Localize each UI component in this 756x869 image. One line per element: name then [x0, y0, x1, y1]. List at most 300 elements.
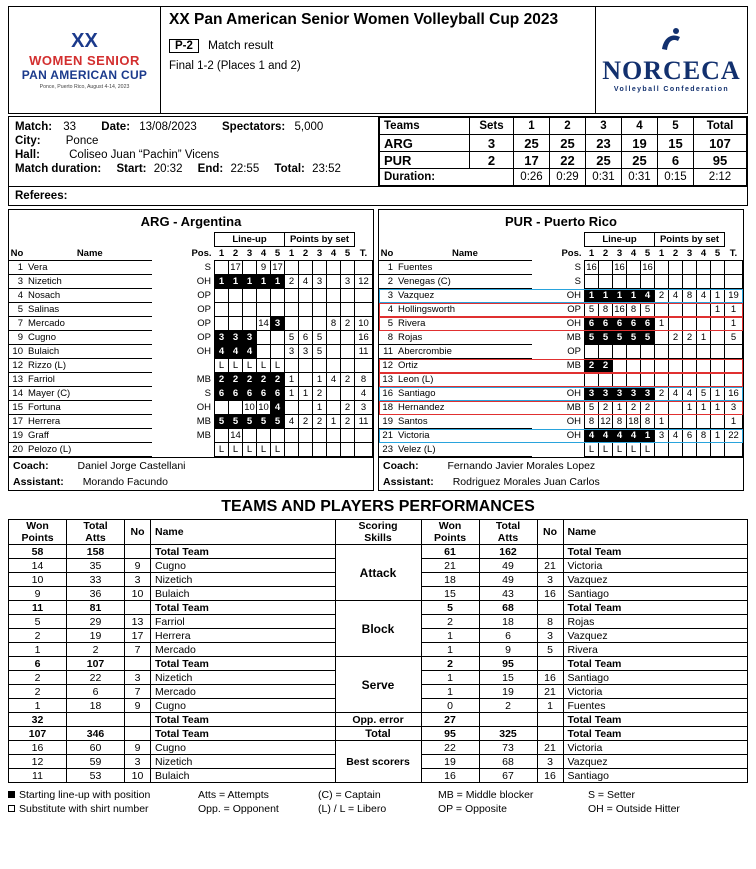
lineup-cell: L	[585, 443, 599, 457]
col-set5: 5	[658, 118, 694, 135]
team-code: ARG	[380, 135, 470, 152]
player-position: S	[574, 276, 581, 287]
lineup-set-header: 2	[232, 248, 239, 259]
player-name: Nizetich	[151, 573, 336, 587]
legend-op: OP = Opposite	[438, 803, 507, 816]
points-cell	[285, 401, 299, 415]
lineup-cell: 3	[243, 331, 257, 345]
player-total-points: 3	[355, 401, 373, 415]
points-cell: 1	[655, 415, 669, 429]
col-name: Name	[563, 520, 748, 545]
lineup-cell: 6	[215, 387, 229, 401]
player-name: Fortuna	[25, 401, 152, 415]
logo-line1: WOMEN SENIOR	[29, 53, 140, 68]
lineup-cell: 6	[613, 317, 627, 331]
points-cell	[669, 345, 683, 359]
points-cell: 2	[341, 317, 355, 331]
logo-subtitle: Ponce, Puerto Rico, August 4-14, 2023	[39, 84, 130, 90]
points-cell: 1	[327, 415, 341, 429]
won-points: 0	[421, 699, 479, 713]
team-sheet-arg	[8, 209, 374, 491]
lineup-cell: 1	[215, 275, 229, 289]
total-value: 23:52	[312, 163, 341, 175]
player-name: Vera	[25, 261, 152, 275]
roster-header-row	[9, 247, 373, 261]
points-cell	[341, 331, 355, 345]
points-cell: 4	[285, 415, 299, 429]
player-number: 18	[379, 401, 395, 415]
set4-duration: 0:31	[622, 169, 658, 186]
player-number: 7	[9, 317, 25, 331]
player-row	[9, 303, 373, 317]
player-position: MB	[196, 416, 211, 427]
coach-row	[9, 457, 373, 474]
points-cell	[697, 359, 711, 373]
player-position	[152, 359, 215, 373]
points-cell: 8	[697, 429, 711, 443]
lineup-cell: 5	[641, 331, 655, 345]
player-row	[9, 261, 373, 275]
points-cell	[285, 261, 299, 275]
total-points: 107	[694, 135, 747, 152]
total-atts: 59	[67, 755, 125, 769]
player-name: Leon (L)	[395, 373, 532, 387]
player-name: Total Team	[563, 601, 748, 615]
player-name: Venegas (C)	[395, 275, 532, 289]
perf-row	[9, 657, 748, 671]
set3-duration: 0:31	[586, 169, 622, 186]
col-no: No	[10, 247, 24, 259]
lineup-cell: 5	[257, 415, 271, 429]
player-position: OH	[566, 430, 581, 441]
lineup-cell: 1	[585, 289, 599, 303]
lineup-cell: 14	[258, 318, 269, 329]
perf-row-total	[9, 727, 748, 741]
set4-points: 25	[622, 152, 658, 169]
player-position: OH	[196, 346, 211, 357]
points-set-header: 4	[700, 248, 707, 259]
lineup-cell: 1	[243, 275, 257, 289]
legend	[8, 788, 748, 816]
player-number: 16	[379, 387, 395, 401]
lineup-cell	[243, 289, 257, 303]
player-number: 9	[125, 741, 151, 755]
player-number: 13	[125, 615, 151, 629]
points-cell: 1	[313, 401, 327, 415]
points-cell	[327, 261, 341, 275]
col-set1: 1	[514, 118, 550, 135]
won-points: 27	[421, 713, 479, 727]
won-points: 1	[9, 643, 67, 657]
start-value: 20:32	[153, 163, 183, 175]
lineup-cell: 6	[599, 317, 613, 331]
points-cell	[697, 317, 711, 331]
player-name: Mercado	[151, 685, 336, 699]
won-points: 1	[421, 685, 479, 699]
points-cell: 8	[327, 317, 341, 331]
player-name: Vazquez	[395, 289, 532, 303]
player-number: 19	[379, 415, 395, 429]
assistant-row	[379, 474, 743, 490]
lineup-cell: 5	[641, 303, 655, 317]
player-row	[379, 443, 743, 457]
player-number: 10	[125, 587, 151, 601]
points-cell	[313, 317, 327, 331]
lineup-cell: 3	[271, 317, 285, 331]
points-cell	[683, 443, 697, 457]
coach-label: Coach:	[383, 460, 419, 472]
hall-label: Hall:	[15, 149, 40, 161]
lineup-cell	[257, 429, 271, 443]
legend-setter: S = Setter	[588, 789, 635, 801]
points-cell	[683, 345, 697, 359]
lineup-cell: L	[599, 443, 613, 457]
points-cell	[299, 289, 313, 303]
lineup-set-header: 3	[616, 248, 623, 259]
player-total-points	[355, 261, 373, 275]
match-line	[15, 120, 372, 134]
lineup-cell: 5	[585, 401, 599, 415]
points-cell	[313, 429, 327, 443]
legend-oh: OH = Outside Hitter	[588, 803, 680, 816]
document-header	[8, 6, 748, 114]
score-table	[379, 117, 747, 186]
roster-header-group	[9, 233, 373, 247]
points-cell	[327, 387, 341, 401]
player-row	[379, 359, 743, 373]
coach-row	[379, 457, 743, 474]
won-points: 61	[421, 545, 479, 559]
won-points: 16	[421, 769, 479, 783]
roster-table-pur	[379, 232, 743, 457]
points-cell	[697, 373, 711, 387]
lineup-cell	[599, 275, 613, 289]
player-total-points: 19	[725, 289, 743, 303]
points-cell: 1	[711, 401, 725, 415]
player-name: Cugno	[151, 559, 336, 573]
points-cell: 4	[327, 373, 341, 387]
lineup-set-header: 1	[588, 248, 595, 259]
player-number: 21	[537, 685, 563, 699]
player-row	[9, 345, 373, 359]
points-cell: 2	[341, 401, 355, 415]
total-atts: 73	[479, 741, 537, 755]
points-cell: 4	[669, 289, 683, 303]
lineup-cell: 6	[243, 387, 257, 401]
player-row	[379, 331, 743, 345]
lineup-cell: 3	[215, 331, 229, 345]
lineup-cell: 4	[271, 401, 285, 415]
player-number	[537, 657, 563, 671]
won-points: 21	[421, 559, 479, 573]
player-row	[9, 415, 373, 429]
lineup-cell: 4	[215, 345, 229, 359]
set3-points: 23	[586, 135, 622, 152]
lineup-cell: 12	[600, 416, 611, 427]
lineup-cell: 1	[627, 289, 641, 303]
player-number: 4	[9, 289, 25, 303]
roster-table-arg	[9, 232, 373, 457]
points-cell	[697, 415, 711, 429]
col-set2: 2	[550, 118, 586, 135]
points-cell: 5	[285, 331, 299, 345]
score-row	[380, 152, 747, 169]
player-number: 5	[9, 303, 25, 317]
player-name: Rivera	[563, 643, 748, 657]
spectators-label: Spectators:	[222, 121, 286, 133]
points-cell	[683, 373, 697, 387]
points-cell	[327, 289, 341, 303]
points-cell	[285, 429, 299, 443]
player-total-points: 1	[725, 415, 743, 429]
player-number: 2	[379, 275, 395, 289]
player-name: Bulaich	[25, 345, 152, 359]
lineup-cell: 3	[585, 387, 599, 401]
total-atts: 9	[479, 643, 537, 657]
legend-col-4	[438, 788, 588, 816]
player-row	[9, 275, 373, 289]
player-number: 16	[537, 671, 563, 685]
col-no: No	[380, 247, 394, 259]
player-name: Total Team	[563, 727, 748, 741]
won-points: 15	[421, 587, 479, 601]
lineup-cell: 4	[585, 429, 599, 443]
points-cell	[313, 359, 327, 373]
player-total-points: 12	[355, 275, 373, 289]
player-row	[9, 443, 373, 457]
lineup-cell	[613, 345, 627, 359]
points-set-header: 1	[288, 248, 295, 259]
lineup-cell	[257, 289, 271, 303]
points-cell	[683, 359, 697, 373]
player-number: 9	[125, 699, 151, 713]
set4-points: 19	[622, 135, 658, 152]
player-name: Total Team	[151, 601, 336, 615]
player-name: Bulaich	[151, 587, 336, 601]
points-cell	[711, 373, 725, 387]
won-points: 12	[9, 755, 67, 769]
legend-opp: Opp. = Opponent	[198, 803, 279, 816]
points-cell	[299, 373, 313, 387]
player-number: 5	[537, 643, 563, 657]
player-name: Pelozo (L)	[25, 443, 152, 457]
lineup-cell: 2	[641, 401, 655, 415]
player-name: Mercado	[25, 317, 152, 331]
lineup-cell: L	[627, 443, 641, 457]
won-points: 14	[9, 559, 67, 573]
hall-value: Coliseo Juan “Pachin” Vicens	[69, 149, 220, 161]
player-number: 10	[125, 769, 151, 783]
end-value: 22:55	[230, 163, 260, 175]
total-atts: 6	[479, 629, 537, 643]
player-number: 3	[125, 573, 151, 587]
player-name: Total Team	[563, 545, 748, 559]
points-cell: 2	[299, 415, 313, 429]
points-cell: 4	[697, 289, 711, 303]
player-row	[379, 289, 743, 303]
player-row	[379, 401, 743, 415]
points-cell	[327, 359, 341, 373]
lineup-cell: 5	[585, 303, 599, 317]
legend-captain: (C) = Captain	[318, 789, 381, 801]
player-name: Herrera	[25, 415, 152, 429]
player-name: Abercrombie	[395, 345, 532, 359]
lineup-cell: 3	[613, 387, 627, 401]
total-atts: 49	[479, 573, 537, 587]
player-name: Victoria	[395, 429, 532, 443]
total-atts: 15	[479, 671, 537, 685]
perf-row	[9, 545, 748, 559]
player-name: Salinas	[25, 303, 152, 317]
won-points: 95	[421, 727, 479, 741]
player-total-points: 11	[355, 345, 373, 359]
match-value: 33	[63, 121, 77, 133]
lineup-cell: 16	[614, 304, 625, 315]
header-center	[161, 7, 595, 113]
lineup-cell	[271, 303, 285, 317]
col-won-points: Won Points	[421, 520, 479, 545]
points-cell	[285, 303, 299, 317]
player-name: Victoria	[563, 685, 748, 699]
lineup-cell: 1	[613, 401, 627, 415]
player-number: 4	[379, 303, 395, 317]
logo-line2: PAN AMERICAN CUP	[21, 68, 148, 82]
points-cell	[697, 303, 711, 317]
lineup-cell	[599, 261, 613, 275]
player-name: Cugno	[151, 741, 336, 755]
player-name: Rojas	[563, 615, 748, 629]
player-position	[532, 443, 585, 457]
player-total-points: 10	[355, 317, 373, 331]
lineup-cell	[215, 289, 229, 303]
total-atts: 18	[67, 699, 125, 713]
lineup-cell: 2	[257, 373, 271, 387]
lineup-cell: 8	[613, 415, 627, 429]
total-atts: 67	[479, 769, 537, 783]
col-total: Total	[694, 118, 747, 135]
total-atts: 95	[479, 657, 537, 671]
points-cell	[655, 275, 669, 289]
legend-libero: (L) / L = Libero	[318, 803, 387, 816]
player-position: S	[574, 262, 581, 273]
player-name: Vazquez	[563, 755, 748, 769]
points-cell	[655, 359, 669, 373]
player-row	[379, 415, 743, 429]
points-cell	[341, 303, 355, 317]
lineup-set-header: 2	[602, 248, 609, 259]
player-name: Farriol	[151, 615, 336, 629]
player-position: MB	[566, 360, 581, 371]
total-atts: 36	[67, 587, 125, 601]
lineup-cell: 8	[627, 303, 641, 317]
player-row	[379, 275, 743, 289]
points-cell	[327, 429, 341, 443]
points-cell	[327, 275, 341, 289]
lineup-cell: 5	[271, 415, 285, 429]
points-cell	[669, 275, 683, 289]
duration-label: Duration:	[380, 169, 514, 186]
filled-square-icon	[8, 791, 15, 798]
col-set3: 3	[586, 118, 622, 135]
total-atts: 68	[479, 601, 537, 615]
lineup-cell: 5	[613, 331, 627, 345]
player-position: OH	[566, 318, 581, 329]
player-number: 3	[537, 755, 563, 769]
lineup-cell	[257, 331, 271, 345]
won-points: 107	[9, 727, 67, 741]
points-cell: 1	[711, 429, 725, 443]
points-cell	[683, 317, 697, 331]
skill-name: Best scorers	[335, 741, 421, 783]
performances-table	[8, 519, 748, 783]
won-points: 19	[421, 755, 479, 769]
won-points: 2	[421, 657, 479, 671]
points-cell: 3	[299, 345, 313, 359]
hall-line	[15, 148, 372, 162]
player-total-points: 5	[725, 331, 743, 345]
points-cell	[669, 373, 683, 387]
player-position: MB	[566, 332, 581, 343]
player-position: OH	[196, 276, 211, 287]
duration-row	[380, 169, 747, 186]
city-value: Ponce	[65, 135, 99, 147]
points-cell	[299, 317, 313, 331]
set2-points: 22	[550, 152, 586, 169]
player-name: Victoria	[563, 559, 748, 573]
points-set-header: 3	[316, 248, 323, 259]
total-atts: 19	[67, 629, 125, 643]
player-number	[125, 545, 151, 559]
points-cell	[655, 261, 669, 275]
total-atts: 18	[479, 615, 537, 629]
lineup-cell: 4	[641, 289, 655, 303]
lineup-cell: 17	[272, 262, 283, 273]
col-total: T.	[359, 247, 368, 259]
empty-square-icon	[8, 805, 15, 812]
points-cell	[327, 303, 341, 317]
player-position: MB	[196, 430, 211, 441]
player-number: 12	[379, 359, 395, 373]
player-number: 21	[537, 559, 563, 573]
won-points: 11	[9, 601, 67, 615]
lineup-cell	[215, 401, 229, 415]
lineup-cell: 10	[258, 402, 269, 413]
lineup-cell: 8	[585, 415, 599, 429]
skill-name: Block	[335, 601, 421, 657]
points-cell	[313, 289, 327, 303]
lineup-cell	[243, 261, 257, 275]
points-cell	[285, 359, 299, 373]
total-atts: 35	[67, 559, 125, 573]
points-cell	[669, 317, 683, 331]
player-number: 13	[379, 373, 395, 387]
player-row	[9, 289, 373, 303]
points-group-header: Points by set	[655, 233, 725, 247]
won-points: 1	[421, 643, 479, 657]
player-name: Vazquez	[563, 573, 748, 587]
player-number: 3	[537, 629, 563, 643]
col-pos: Pos.	[191, 248, 212, 259]
legend-col-2	[198, 788, 318, 816]
skill-name: Serve	[335, 657, 421, 713]
player-name: Hernandez	[395, 401, 532, 415]
player-name: Santiago	[395, 387, 532, 401]
points-cell	[299, 303, 313, 317]
lineup-cell: 6	[641, 317, 655, 331]
score-row	[380, 135, 747, 152]
points-set-header: 3	[686, 248, 693, 259]
player-total-points	[725, 443, 743, 457]
